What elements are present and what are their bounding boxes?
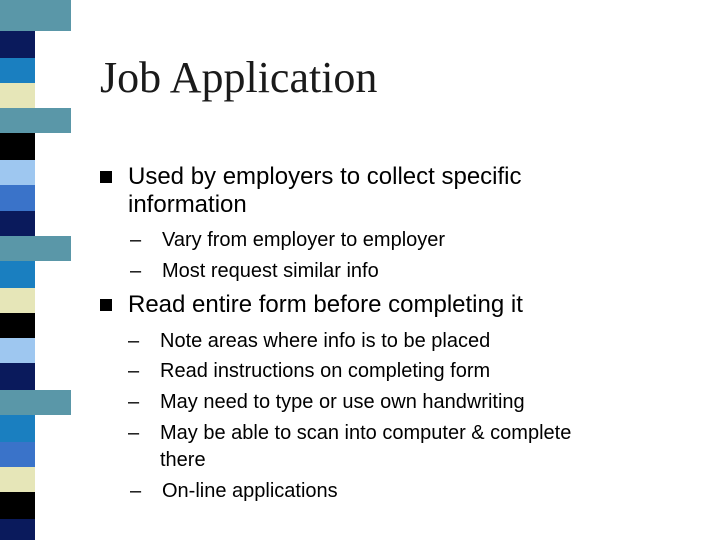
dash-icon: – xyxy=(128,422,140,444)
stripe-block xyxy=(0,185,71,212)
slide-title: Job Application xyxy=(100,53,378,102)
dash-icon: – xyxy=(130,229,142,251)
dash-icon: – xyxy=(128,360,140,382)
stripe-block xyxy=(0,236,71,261)
sub-bullet-text: On-line applications xyxy=(162,480,338,502)
bullet-text-line-2: information xyxy=(128,191,247,218)
dash-icon: – xyxy=(128,330,140,352)
stripe-block xyxy=(0,363,71,390)
stripe-block xyxy=(0,31,71,58)
stripe-block xyxy=(0,313,71,338)
stripe-block xyxy=(0,133,71,160)
stripe-block xyxy=(0,288,71,313)
bullet-text-line-1: Used by employers to collect specific xyxy=(128,163,522,190)
stripe-block xyxy=(0,415,71,442)
dash-icon: – xyxy=(130,260,142,282)
stripe-block xyxy=(0,519,71,540)
stripe-block xyxy=(0,211,71,236)
sub-bullet-text: May be able to scan into computer & complete xyxy=(160,422,572,444)
stripe-block xyxy=(0,83,71,108)
square-bullet-icon xyxy=(100,299,112,311)
stripe-block xyxy=(0,338,71,363)
stripe-block xyxy=(0,261,71,288)
sub-bullet-text: Most request similar info xyxy=(162,260,379,282)
sub-bullet-text: Read instructions on completing form xyxy=(160,360,491,382)
sub-bullet-text: May need to type or use own handwriting xyxy=(160,391,525,413)
dash-icon: – xyxy=(130,480,142,502)
stripe-block xyxy=(0,0,71,31)
stripe-block xyxy=(0,492,71,519)
dash-icon: – xyxy=(128,391,140,413)
sub-bullet-text: Vary from employer to employer xyxy=(162,229,446,251)
stripe-block xyxy=(0,58,71,83)
sub-bullet-text: there xyxy=(160,449,206,471)
bullet-text-line-1: Read entire form before completing it xyxy=(128,291,523,318)
decorative-stripe xyxy=(0,0,71,540)
stripe-block xyxy=(0,108,71,133)
square-bullet-icon xyxy=(100,171,112,183)
sub-bullet-text: Note areas where info is to be placed xyxy=(160,330,491,352)
stripe-block xyxy=(0,442,71,467)
stripe-block xyxy=(0,467,71,492)
stripe-block xyxy=(0,160,71,185)
stripe-block xyxy=(0,390,71,415)
